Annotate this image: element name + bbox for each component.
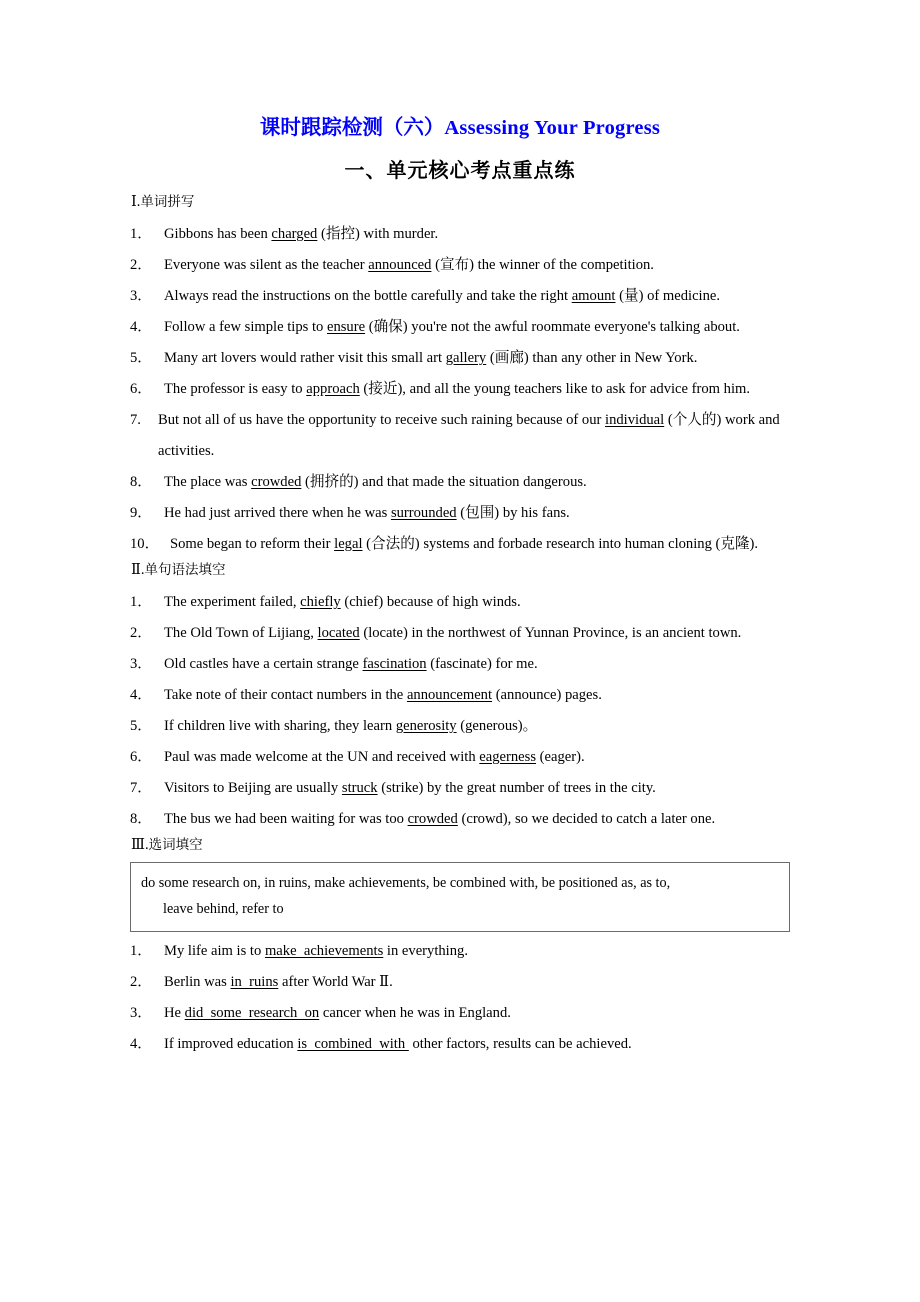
question-text-post: (画廊) than any other in New York.	[486, 350, 698, 366]
question-text-pre: The place was	[164, 474, 252, 490]
question-answer: crowded	[407, 811, 458, 827]
part-heading-3	[130, 835, 790, 855]
question-text-pre: Gibbons has been	[164, 226, 272, 242]
question-text-pre: The professor is easy to	[164, 381, 307, 397]
question-number: 2．	[130, 257, 152, 273]
question-text-pre: If improved education	[164, 1036, 298, 1052]
question-text-post: (拥挤的) and that made the situation dangerous.	[301, 474, 587, 490]
part-label-2: 单句语法填空	[144, 562, 226, 577]
question-text-post: cancer when he was in England.	[319, 1005, 511, 1021]
question-number: 4．	[130, 319, 152, 335]
page-title	[130, 110, 790, 140]
question-number: 7．	[130, 780, 152, 796]
question-answer: announced	[368, 257, 432, 273]
question-item	[130, 250, 790, 281]
page-title-english: Assessing Your Progress	[444, 117, 661, 139]
question-answer: crowded	[251, 474, 302, 490]
question-text-pre: Paul was made welcome at the UN and received with	[164, 749, 480, 765]
part-numeral-1: Ⅰ	[131, 194, 137, 210]
word-bank-line-2: leave behind, refer to	[163, 901, 284, 917]
question-number: 8．	[130, 474, 152, 490]
question-number: 1．	[130, 226, 152, 242]
question-number: 4．	[130, 687, 152, 703]
question-item	[130, 680, 790, 711]
question-item	[130, 804, 790, 835]
question-item	[130, 618, 790, 649]
question-number: 3．	[130, 656, 152, 672]
question-item	[130, 281, 790, 312]
question-answer: amount	[571, 288, 616, 304]
question-number: 8．	[130, 811, 152, 827]
question-number: 7.	[130, 412, 141, 428]
part-numeral-2: Ⅱ	[131, 562, 141, 578]
question-item	[130, 742, 790, 773]
part-dot-1: .	[136, 194, 141, 210]
question-list-1	[130, 219, 790, 560]
question-item	[130, 711, 790, 742]
part-dot-3: .	[144, 837, 149, 853]
question-text-post: (合法的) systems and forbade research into human cloning (克隆).	[362, 536, 759, 552]
question-answer: approach	[306, 381, 360, 397]
question-item	[130, 649, 790, 680]
question-item	[130, 343, 790, 374]
question-number: 2．	[130, 625, 152, 641]
question-number: 9．	[130, 505, 152, 521]
question-text-pre: Everyone was silent as the teacher	[164, 257, 369, 273]
question-number: 2．	[130, 974, 152, 990]
question-answer: located	[317, 625, 360, 641]
question-list-3	[130, 936, 790, 1060]
question-text-post: (chief) because of high winds.	[340, 594, 521, 610]
question-text-post: (量) of medicine.	[615, 288, 721, 304]
question-answer: individual	[605, 412, 665, 428]
question-text-post: (strike) by the great number of trees in the city.	[377, 780, 656, 796]
question-text-post: (确保) you're not the awful roommate everyone's talking about.	[365, 319, 740, 335]
question-item	[130, 936, 790, 967]
question-answer: is combined with	[297, 1036, 409, 1052]
question-item	[130, 498, 790, 529]
question-number: 1．	[130, 943, 152, 959]
part-label-1: 单词拼写	[140, 194, 195, 209]
question-number: 4．	[130, 1036, 152, 1052]
section-heading: 一、单元核心考点重点练	[344, 160, 576, 182]
question-text-pre: The experiment failed,	[164, 594, 301, 610]
question-answer: fascination	[362, 656, 427, 672]
question-text-post: (个人的) work and activities.	[158, 412, 780, 459]
part-numeral-3: Ⅲ	[131, 837, 145, 853]
part-dot-2: .	[140, 562, 145, 578]
question-text-pre: The bus we had been waiting for was too	[164, 811, 408, 827]
question-item	[130, 998, 790, 1029]
question-answer: chiefly	[300, 594, 341, 610]
question-answer: make achievements	[264, 943, 384, 959]
word-bank-box	[130, 862, 790, 932]
question-text-post: (指控) with murder.	[317, 226, 439, 242]
question-item	[130, 374, 790, 405]
question-number: 10．	[130, 536, 160, 552]
question-text-pre: But not all of us have the opportunity to receive such raining because of our	[158, 412, 606, 428]
question-text-post: (announce) pages.	[492, 687, 602, 703]
worksheet-content	[130, 192, 790, 1060]
question-answer: struck	[341, 780, 378, 796]
question-item	[130, 529, 790, 560]
question-text-post: (fascinate) for me.	[426, 656, 538, 672]
question-text-post: in everything.	[383, 943, 468, 959]
page-title-chinese: 课时跟踪检测（六）	[259, 117, 445, 139]
part-label-3: 选词填空	[148, 837, 203, 852]
question-text-pre: He had just arrived there when he was	[164, 505, 391, 521]
question-item	[130, 587, 790, 618]
question-text-pre: Visitors to Beijing are usually	[164, 780, 342, 796]
question-answer: ensure	[326, 319, 366, 335]
part-heading-2	[130, 560, 790, 580]
question-text-pre: Old castles have a certain strange	[164, 656, 363, 672]
question-text-pre: Some began to reform their	[170, 536, 335, 552]
question-number: 3．	[130, 288, 152, 304]
question-text-post: (宣布) the winner of the competition.	[431, 257, 654, 273]
question-text-pre: My life aim is to	[164, 943, 265, 959]
question-text-pre: Many art lovers would rather visit this small art	[164, 350, 446, 366]
question-text-pre: The Old Town of Lijiang,	[164, 625, 318, 641]
question-text-pre: If children live with sharing, they learn	[164, 718, 396, 734]
question-answer: gallery	[445, 350, 487, 366]
question-answer: legal	[334, 536, 363, 552]
question-text-post: (generous)。	[456, 718, 538, 734]
question-text-pre: Berlin was	[164, 974, 231, 990]
question-item	[130, 312, 790, 343]
question-answer: eagerness	[479, 749, 537, 765]
question-item	[130, 773, 790, 804]
question-text-post: (crowd), so we decided to catch a later one.	[457, 811, 716, 827]
question-number: 5．	[130, 718, 152, 734]
question-list-2	[130, 587, 790, 835]
question-item	[130, 967, 790, 998]
question-text-post: (eager).	[536, 749, 585, 765]
question-text-pre: Follow a few simple tips to	[164, 319, 327, 335]
question-answer: did some research on	[184, 1005, 320, 1021]
question-text-post: (包围) by his fans.	[456, 505, 570, 521]
question-number: 1．	[130, 594, 152, 610]
question-answer: generosity	[395, 718, 457, 734]
question-text-pre: Always read the instructions on the bottle carefully and take the right	[164, 288, 572, 304]
question-number: 6．	[130, 381, 152, 397]
question-number: 3．	[130, 1005, 152, 1021]
question-text-post: (接近), and all the young teachers like to ask for advice from him.	[359, 381, 751, 397]
question-answer: in ruins	[230, 974, 279, 990]
question-text-pre: He	[164, 1005, 185, 1021]
question-number: 6．	[130, 749, 152, 765]
question-answer: announcement	[406, 687, 493, 703]
question-item	[130, 467, 790, 498]
question-text-post: after World War Ⅱ.	[278, 974, 393, 990]
question-item	[130, 1029, 790, 1060]
question-text-post: (locate) in the northwest of Yunnan Province, is an ancient town.	[359, 625, 742, 641]
question-text-pre: Take note of their contact numbers in the	[164, 687, 407, 703]
question-item	[130, 405, 790, 467]
question-item	[130, 219, 790, 250]
question-answer: surrounded	[390, 505, 457, 521]
part-heading-1	[130, 192, 790, 212]
word-bank-line-1: do some research on, in ruins, make achievements, be combined with, be positioned as, as to,	[141, 875, 671, 891]
question-answer: charged	[271, 226, 318, 242]
question-text-post: other factors, results can be achieved.	[408, 1036, 632, 1052]
question-number: 5．	[130, 350, 152, 366]
